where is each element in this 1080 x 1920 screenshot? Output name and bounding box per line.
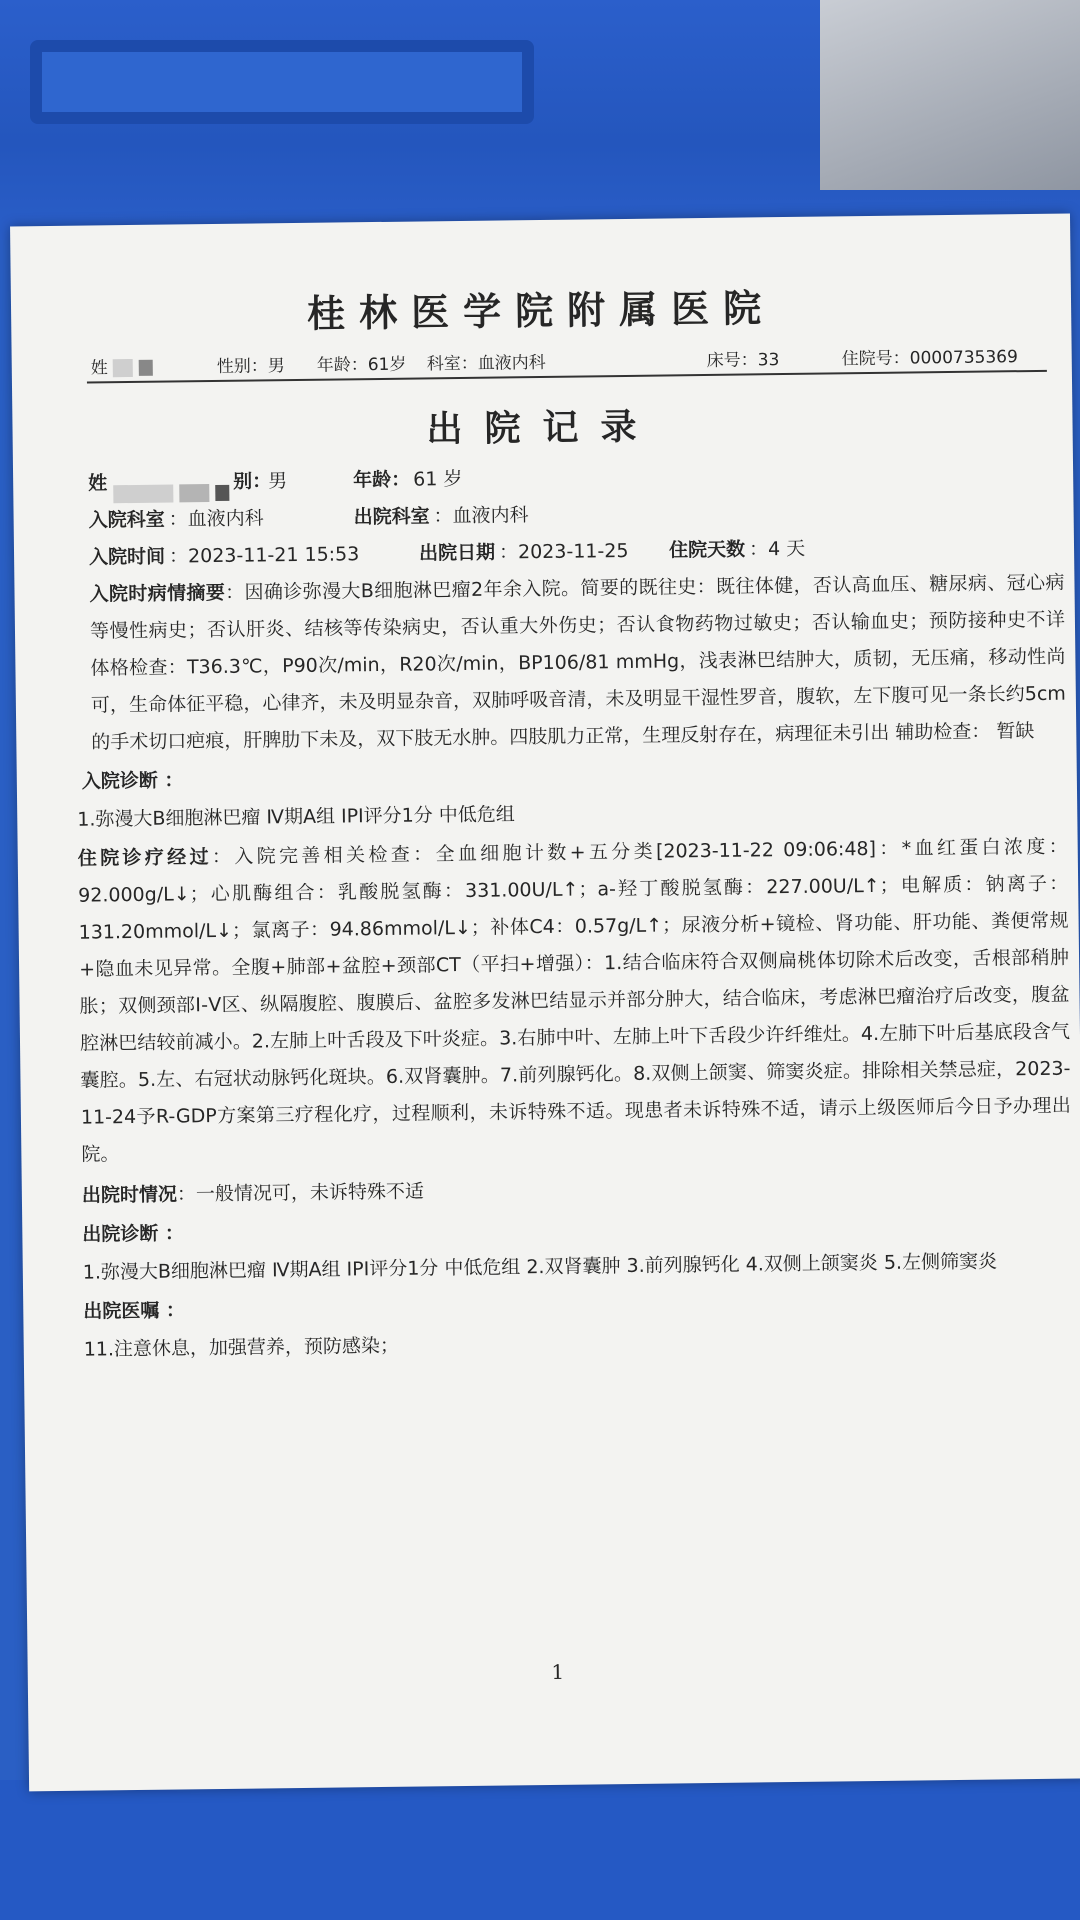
header-name <box>91 353 153 379</box>
discharge-date-label: 出院日期 <box>418 541 496 565</box>
treatment-course <box>78 829 1072 1174</box>
header-age: 年龄：61岁 <box>316 354 407 376</box>
discharge-diagnosis-text: 1.弥漫大B细胞淋巴瘤 Ⅳ期A组 IPI评分1分 中低危组 2.双肾囊肿 3.前列腺钙化 4.双侧上颌窦炎 5.左侧筛窦炎 <box>82 1250 998 1284</box>
redacted-name <box>113 359 133 377</box>
record-content <box>73 454 1074 1369</box>
header-admission-no: 住院号：0000735369 <box>841 347 1019 370</box>
background-folder-bottom <box>0 1780 1080 1920</box>
name-label: 姓 <box>88 472 108 495</box>
patient-header-line <box>87 336 1047 384</box>
admit-dept-value: ：血液内科 <box>168 507 264 531</box>
summary-text: ：因确诊弥漫大B细胞淋巴瘤2年余入院。简要的既往史：既往体健，否认高血压、糖尿病、冠心病等慢性病史；否认肝炎、结核等传染病史，否认重大外伤史；否认食物药物过敏史；否认输血史；预防接种史不详 体格检查：T36.3℃，P90次/min，R20次/min，BP106/81 mmHg，浅表淋巴结肿大，质韧，无压痛，移动性尚可，生命体征平稳，心律齐，未及明显杂音，双肺呼吸音清，未及明显干湿性罗音，腹软，左下腹可见一条长约5cm的手术切口疤痕，肝脾肋下未及，双下肢无水肿。四肢肌力正常，生理反射存在，病理征未引出 辅助检查： 暂缺 <box>89 571 1066 754</box>
treatment-label: 住院诊疗经过 <box>77 846 213 870</box>
header-bed: 床号：33 <box>706 350 780 371</box>
gender-label: 别： <box>233 470 272 493</box>
stay-days-label: 住院天数 <box>668 538 746 562</box>
discharge-orders-text: 11.注意休息，加强营养，预防感染； <box>83 1334 400 1361</box>
hospital-name: 桂林医学院附属医院 <box>306 285 776 336</box>
admit-time-label: 入院时间 <box>88 545 166 569</box>
discharge-status-label: 出院时情况 <box>81 1183 178 1207</box>
folder-handle <box>30 40 534 124</box>
discharge-record-paper <box>10 214 1080 1792</box>
admission-diagnosis-heading: 入院诊断 ： <box>81 769 184 793</box>
age-label: 年龄： <box>353 468 411 492</box>
redacted-block-2 <box>179 484 209 502</box>
record-title: 出院记录 <box>426 405 659 451</box>
discharge-dept-label: 出院科室 <box>353 505 430 529</box>
discharge-status-text: ：一般情况可，未诉特殊不适 <box>176 1180 425 1206</box>
admission-diagnosis-text: 1.弥漫大B细胞淋巴瘤 Ⅳ期A组 IPI评分1分 中低危组 <box>77 803 515 831</box>
discharge-date-value: ：2023-11-25 <box>498 539 629 564</box>
header-department: 科室：血液内科 <box>426 352 546 375</box>
redacted-block-3 <box>215 484 229 500</box>
page-number: 1 <box>551 1659 565 1684</box>
summary-label: 入院时病情摘要 <box>89 581 226 606</box>
header-name-label: 姓 <box>90 358 108 379</box>
discharge-diagnosis-heading: 出院诊断 ： <box>82 1222 185 1246</box>
admit-dept-label: 入院科室 <box>88 508 165 532</box>
header-gender: 性别：男 <box>216 356 285 377</box>
age-value: 61 岁 <box>413 467 463 491</box>
redacted-name-2 <box>138 360 152 376</box>
stay-days-value: ：4 天 <box>748 537 806 561</box>
treatment-text: ：入院完善相关检查：全血细胞计数+五分类[2023-11-22 09:06:48]：*血红蛋白浓度：92.000g/L↓；心肌酶组合：乳酸脱氢酶：331.00U/L↑；a-羟丁酸脱氢酶：227.00U/L↑；电解质：钠离子：131.20mmol/L↓；氯离子：94.86mmol/L↓；补体C4：0.57g/L↑；尿液分析+镜检、肾功能、肝功能、粪便常规+隐血未见异常。全腹+肺部+盆腔+颈部CT（平扫+增强）：1.结合临床符合双侧扁桃体切除术后改变，舌根部稍肿胀；双侧颈部Ⅰ-Ⅴ区、纵隔腹腔、腹膜后、盆腔多发淋巴结显示并部分肿大，结合临床，考虑淋巴瘤治疗后改变，腹盆腔淋巴结较前减小。2.左肺上叶舌段及下叶炎症。3.右肺中叶、左肺上叶下舌段少许纤维灶。4.左肺下叶后基底段含气囊腔。5.左、右冠状动脉钙化斑块。6.双肾囊肿。7.前列腺钙化。8.双侧上颌窦、筛窦炎症。排除相关禁忌症，2023-11-24予R-GDP方案第三疗程化疗，过程顺利，未诉特殊不适。现患者未诉特殊不适，请示上级医师后今日予办理出院。 <box>78 835 1071 1166</box>
admission-summary <box>74 565 1066 762</box>
redacted-block-1 <box>113 484 173 503</box>
gender-value: 男 <box>268 470 288 493</box>
admit-time-value: ：2023-11-21 15:53 <box>168 543 360 568</box>
discharge-orders-heading: 出院医嘱 ： <box>83 1299 186 1323</box>
background-window <box>820 0 1080 190</box>
discharge-dept-value: ：血液内科 <box>433 504 529 528</box>
